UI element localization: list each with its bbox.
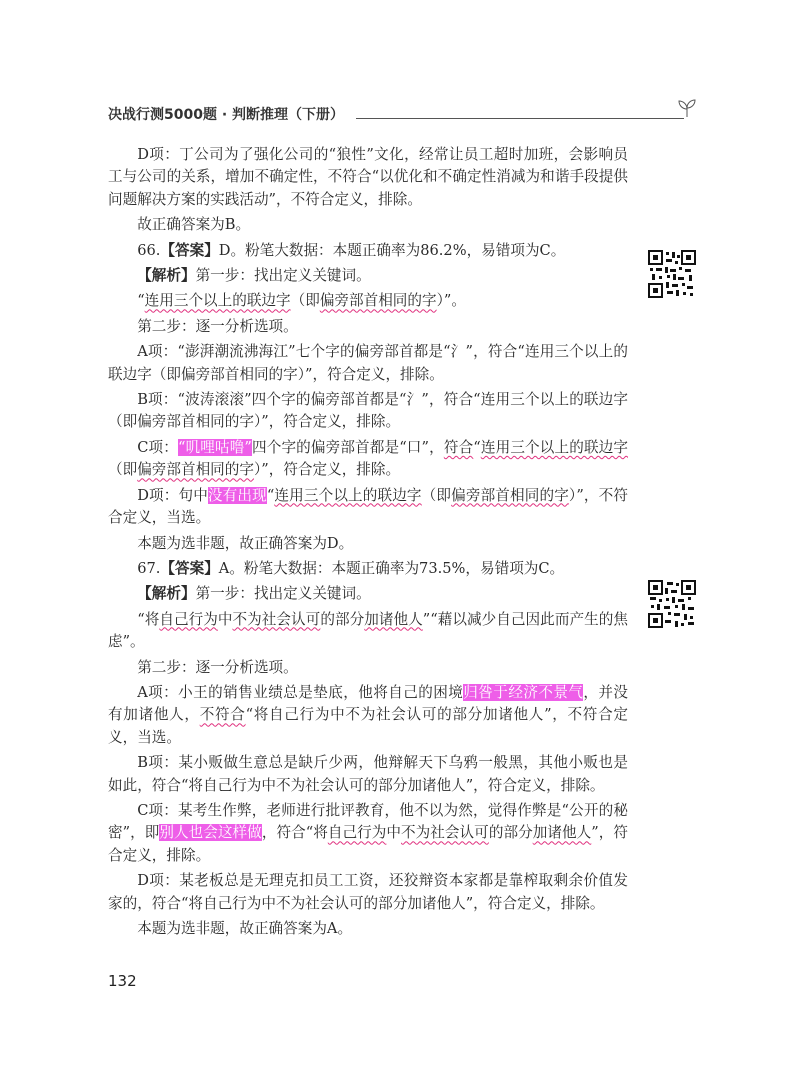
text-fragment: ）”，符合定义，排除。 [253, 461, 401, 479]
text-fragment: （即 [421, 486, 452, 504]
text-fragment: “将 [137, 610, 160, 628]
answer-text: D。粉笔大数据：本题正确率为86.2%，易错项为C。 [218, 241, 566, 259]
q66-step2: 第二步：逐一分析选项。 [137, 317, 298, 335]
q66-option-a: A项：“澎湃潮流沸海江”七个字的偏旁部首都是“氵”，符合“连用三个以上的联边字（即偏旁部首相同的字）”，符合定义，排除。 [108, 343, 628, 383]
q67-option-c [108, 800, 628, 867]
qr-code-icon[interactable] [648, 580, 696, 628]
highlighted-text: 别人也会这样做 [159, 824, 262, 842]
q67-conclusion: 本题为选非题，故正确答案为A。 [137, 920, 353, 937]
wavy-keyword: 不为社会认可 [232, 610, 321, 628]
q67-number: 67. [137, 559, 161, 577]
q65-option-d: D项：丁公司为了强化公司的“狼性”文化，经常让员工超时加班，会影响员工与公司的关系，增加不确定性，不符合“以优化和不确定性消减为和谐手段提供问题解决方案的实践活动”，不符合定义，排除。 [108, 146, 628, 208]
q67-option-d: D项：某老板总是无理克扣员工工资，还狡辩资本家都是靠榨取剩余价值发家的，符合“将自己行为中不为社会认可的部分加诸他人”，符合定义，排除。 [108, 872, 628, 912]
q67-keyword [108, 609, 628, 654]
wavy-keyword: 不符合 [199, 706, 246, 724]
wavy-keyword: 偏旁部首相同的字 [319, 292, 437, 310]
text-fragment: ）”，不符合定义，当选。 [108, 486, 628, 527]
text-fragment: ”“藉以减少自己因此而产生的焦虑”。 [108, 610, 628, 651]
page-body [108, 144, 628, 943]
q66-keyword [108, 290, 628, 312]
text-fragment: （即 [290, 292, 320, 310]
q66-analysis-step1 [108, 265, 628, 287]
text-fragment: ”，符合定义，排除。 [108, 824, 628, 864]
text-fragment: （即 [108, 461, 138, 479]
q67-option-a [108, 682, 628, 749]
text-fragment: C项： [137, 438, 178, 456]
book-title: 决战行测5000题 · 判断推理（下册） [108, 107, 345, 123]
answer-label: 【答案】 [160, 241, 219, 259]
page-number: 132 [108, 972, 137, 990]
wavy-keyword: 偏旁部首相同的字 [451, 486, 569, 504]
text-fragment: D项：句中 [137, 486, 208, 504]
header-rule [356, 118, 684, 119]
running-header [108, 104, 698, 128]
wavy-keyword: 连用三个以上的联边字 [480, 438, 628, 456]
q66-option-d [108, 485, 628, 530]
sprout-leaf-icon [676, 98, 698, 118]
highlighted-text: 没有出现 [207, 486, 267, 504]
wavy-keyword: 自己行为 [327, 824, 387, 842]
text-fragment: “将自己行为中不为社会认可的部分加诸他人”，不符合定义，当选。 [108, 706, 628, 746]
wavy-keyword: 偏旁部首相同的字 [137, 461, 254, 479]
answer-label: 【答案】 [160, 559, 219, 577]
text-fragment: 的部分 [320, 610, 365, 628]
text-fragment: 四个字的偏旁部首都是“口”， [251, 438, 444, 456]
text-fragment: ，符合“将 [261, 824, 328, 842]
q67-answer [108, 558, 628, 580]
wavy-keyword: 不为社会认可 [401, 824, 489, 842]
q67-option-b: B项：某小贩做生意总是缺斤少两，他辩解天下乌鸦一般黑，其他小贩也是如此，符合“将自己行为中不为社会认可的部分加诸他人”，符合定义，排除。 [108, 754, 628, 794]
step-text: 第一步：找出定义关键词。 [195, 585, 371, 603]
wavy-keyword: 连用三个以上的联边字 [274, 486, 422, 504]
quote-open: “ [266, 486, 275, 504]
analysis-label: 【解析】 [137, 585, 196, 603]
q66-number: 66. [137, 241, 161, 259]
q66-answer [108, 240, 628, 262]
quote-open: “ [473, 438, 481, 456]
text-fragment: A项：小王的销售业绩总是垫底，他将自己的困境 [137, 683, 464, 701]
text-fragment: C项：某考生作弊，老师进行批评教育，他不以为然，觉得作弊是“公开的秘密”，即 [108, 801, 628, 842]
wavy-keyword: 加诸他人 [532, 824, 592, 842]
quote-open: “ [137, 292, 145, 310]
wavy-keyword: 自己行为 [159, 610, 218, 628]
text-fragment: 的部分 [488, 824, 533, 842]
highlighted-text: 归咎于经济不景气 [463, 683, 584, 701]
wavy-keyword: 符合 [443, 438, 474, 456]
q67-analysis-step1 [108, 583, 628, 605]
step-text: 第一步：找出定义关键词。 [195, 267, 371, 285]
answer-text: A。粉笔大数据：本题正确率为73.5%，易错项为C。 [218, 559, 565, 577]
q66-option-c [108, 437, 628, 482]
q65-conclusion: 故正确答案为B。 [137, 216, 251, 234]
text-fragment: 中 [386, 824, 402, 842]
q66-option-b: B项：“波涛滚滚”四个字的偏旁部首都是“氵”，符合“连用三个以上的联边字（即偏旁部首相同的字）”，符合定义，排除。 [108, 391, 628, 431]
wavy-keyword: 连用三个以上的联边字 [144, 292, 291, 310]
q67-step2: 第二步：逐一分析选项。 [137, 658, 298, 676]
wavy-keyword: 加诸他人 [364, 610, 423, 628]
qr-code-icon[interactable] [648, 250, 696, 298]
quote-close: ）”。 [436, 292, 466, 310]
analysis-label: 【解析】 [137, 267, 196, 285]
text-fragment: 中 [217, 610, 233, 628]
highlighted-text: “叽哩咕噜” [177, 438, 252, 456]
text-fragment: ，并没有加诸他人， [108, 683, 628, 724]
q66-conclusion: 本题为选非题，故正确答案为D。 [137, 534, 354, 552]
